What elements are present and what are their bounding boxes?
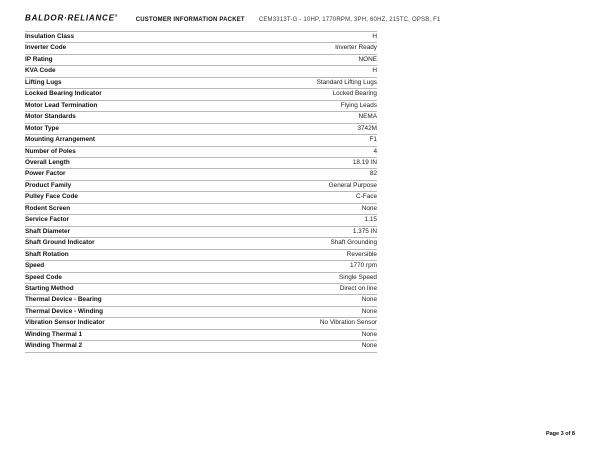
table-row <box>25 169 377 180</box>
table-row <box>25 55 377 66</box>
spec-value: 1770 rpm <box>350 262 377 270</box>
spec-label: Starting Method <box>25 284 74 292</box>
table-row <box>25 215 377 226</box>
page-number: Page 3 of 8 <box>545 431 575 437</box>
spec-label: Product Family <box>25 181 72 189</box>
spec-value: No Vibration Sensor <box>319 319 377 327</box>
table-row <box>25 295 377 306</box>
spec-label: Power Factor <box>25 170 66 178</box>
spec-label: Shaft Diameter <box>25 227 71 235</box>
table-row <box>25 66 377 77</box>
spec-label: Overall Length <box>25 159 70 166</box>
spec-label: Lifting Lugs <box>25 78 62 86</box>
spec-value: None <box>361 296 377 304</box>
table-row <box>25 284 377 295</box>
spec-value: None <box>361 307 377 315</box>
table-row <box>25 341 377 352</box>
registered-trademark-icon: ® <box>114 13 118 18</box>
spec-value: Locked Bearing <box>332 90 377 98</box>
spec-label: Shaft Rotation <box>25 250 69 258</box>
spec-value: Single Speed <box>338 273 377 281</box>
table-row <box>25 192 377 203</box>
spec-value: Standard Lifting Lugs <box>316 78 377 86</box>
spec-value: Reversible <box>346 250 377 258</box>
spec-value: None <box>361 330 377 338</box>
spec-label: Thermal Device - Bearing <box>25 296 102 304</box>
table-row <box>25 43 377 54</box>
spec-value: 82 <box>369 170 377 178</box>
spec-label: Mounting Arrangement <box>25 136 96 144</box>
spec-value: C-Face <box>356 193 377 201</box>
spec-label: Winding Thermal 1 <box>25 330 83 338</box>
table-row <box>25 135 377 146</box>
spec-value: 18.19 IN <box>352 159 377 166</box>
table-row <box>25 124 377 135</box>
spec-value: NONE <box>358 55 377 63</box>
spec-table <box>25 31 377 353</box>
spec-label: Vibration Sensor Indicator <box>25 319 105 327</box>
spec-label: Thermal Device - Winding <box>25 307 104 315</box>
spec-value: 4 <box>373 147 377 155</box>
spec-label: Shaft Ground Indicator <box>25 239 95 247</box>
spec-value: NEMA <box>358 113 377 121</box>
spec-value: Inverter Ready <box>335 44 377 52</box>
spec-value: None <box>361 342 377 350</box>
spec-label: Speed <box>25 262 45 270</box>
table-row <box>25 204 377 215</box>
spec-value: Flying Leads <box>340 101 377 109</box>
spec-value: H <box>372 67 377 75</box>
spec-value: H <box>372 33 377 41</box>
spec-label: Locked Bearing Indicator <box>25 90 102 98</box>
table-row <box>25 318 377 329</box>
spec-label: Insulation Class <box>25 33 75 41</box>
table-row <box>25 78 377 89</box>
spec-label: Motor Type <box>25 124 59 132</box>
table-row <box>25 330 377 341</box>
spec-value: None <box>361 204 377 212</box>
table-row <box>25 307 377 318</box>
spec-value: F1 <box>369 136 377 144</box>
spec-value: Direct on line <box>339 284 377 292</box>
spec-label: IP Rating <box>25 55 53 63</box>
table-row <box>25 112 377 123</box>
spec-label: Speed Code <box>25 273 62 281</box>
spec-value: 1.375 IN <box>352 227 377 235</box>
spec-label: Winding Thermal 2 <box>25 342 83 350</box>
spec-label: Service Factor <box>25 216 70 224</box>
table-row <box>25 238 377 249</box>
spec-label: Motor Lead Termination <box>25 101 98 109</box>
logo-text: BALDOR·RELIANCE <box>25 13 115 23</box>
spec-value: 3742M <box>357 124 377 132</box>
spec-value: General Purpose <box>328 181 377 189</box>
spec-label: Number of Poles <box>25 147 76 155</box>
spec-value: 1.15 <box>364 216 377 224</box>
table-row <box>25 181 377 192</box>
spec-label: Pulley Face Code <box>25 193 78 201</box>
spec-value: Shaft Grounding <box>330 239 377 247</box>
product-description: CEM3313T-G - 10HP, 1770RPM, 3PH, 60HZ, 215TC, OPSB, F1 <box>258 16 441 23</box>
document-header <box>25 13 575 23</box>
spec-label: Inverter Code <box>25 44 67 52</box>
document-title: CUSTOMER INFORMATION PACKET <box>135 16 245 23</box>
table-row <box>25 32 377 43</box>
spec-label: KVA Code <box>25 67 56 75</box>
table-row <box>25 147 377 158</box>
table-row <box>25 89 377 100</box>
baldor-reliance-logo <box>25 13 118 23</box>
table-row <box>25 261 377 272</box>
table-row <box>25 101 377 112</box>
spec-label: Motor Standards <box>25 113 76 121</box>
table-row <box>25 273 377 284</box>
table-row <box>25 227 377 238</box>
table-row <box>25 158 377 169</box>
spec-label: Rodent Screen <box>25 204 71 212</box>
table-row <box>25 250 377 261</box>
